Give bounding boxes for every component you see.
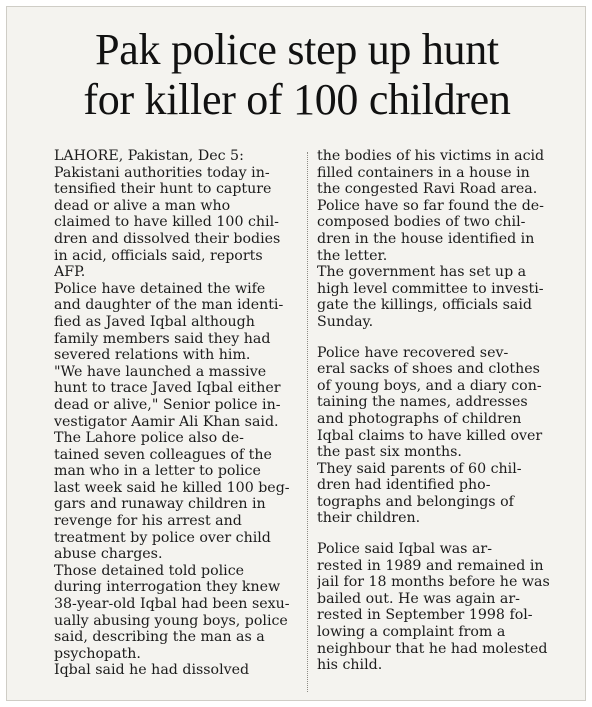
article-text-line: psychopath. xyxy=(54,645,141,662)
article-text-line: tained seven colleagues of the xyxy=(54,446,272,463)
article-text-line: the congested Ravi Road area. xyxy=(317,181,538,198)
article-text-line: the bodies of his victims in acid xyxy=(317,148,545,164)
article-text-line: dren in the house identified in xyxy=(317,230,535,247)
article-text-line: treatment by police over child xyxy=(54,529,271,546)
article-text-line: composed bodies of two chil- xyxy=(317,214,526,231)
newspaper-clipping xyxy=(6,6,586,701)
article-text-line: of young boys, and a diary con- xyxy=(317,377,542,394)
article-text-line: lowing a complaint from a xyxy=(317,624,506,641)
article-text-line: bailed out. He was again ar- xyxy=(317,590,520,607)
article-text-line: dren and dissolved their bodies xyxy=(54,230,281,247)
article-text-line: said, describing the man as a xyxy=(54,629,265,646)
article-text-line: dren had identified pho- xyxy=(317,477,491,494)
article-text-line: Police have detained the wife xyxy=(54,280,266,297)
article-text-line: AFP. xyxy=(54,264,86,281)
article-text-line: 38-year-old Iqbal had been sexu- xyxy=(54,596,290,613)
article-text-line: Pakistani authorities today in- xyxy=(54,164,270,181)
article-text-line: taining the names, addresses xyxy=(317,394,528,411)
article-text-line: in acid, officials said, reports xyxy=(54,247,263,264)
article-text-line: tensified their hunt to capture xyxy=(54,181,272,198)
article-text-line: eral sacks of shoes and clothes xyxy=(317,361,540,378)
headline xyxy=(7,25,587,125)
article-text-line: last week said he killed 100 beg- xyxy=(54,479,290,496)
paragraph-gap xyxy=(317,331,589,345)
article-text-line: Police said Iqbal was ar- xyxy=(317,541,493,558)
article-text-line: Those detained told police xyxy=(54,562,245,579)
article-text-line: gate the killings, officials said xyxy=(317,297,532,314)
article-text-line: their children. xyxy=(317,510,421,527)
article-text-line: vestigator Aamir Ali Khan said. xyxy=(54,413,279,430)
article-text-line: The Lahore police also de- xyxy=(54,430,244,447)
article-text-line: the past six months. xyxy=(317,444,462,461)
article-text-line: and daughter of the man identi- xyxy=(54,297,284,314)
headline-line-2: for killer of 100 children xyxy=(83,75,511,124)
article-text-line: fied as Javed Iqbal although xyxy=(54,313,255,330)
article-text-line: Police have recovered sev- xyxy=(317,344,509,361)
article-text-line: revenge for his arrest and xyxy=(54,513,242,530)
article-text-line: claimed to have killed 100 chil- xyxy=(54,214,279,231)
article-text-line: They said parents of 60 chil- xyxy=(317,460,522,477)
article-text-line: gars and runaway children in xyxy=(54,496,266,513)
article-text-line: the letter. xyxy=(317,247,388,264)
article-text-line: abuse charges. xyxy=(54,546,163,563)
article-text-line: tographs and belongings of xyxy=(317,493,514,510)
article-column-left xyxy=(54,148,324,679)
article-text-line: his child. xyxy=(317,657,383,674)
article-text-line: Police have so far found the de- xyxy=(317,197,544,214)
article-text-line: and photographs of children xyxy=(317,410,522,427)
article-text-line: filled containers in a house in xyxy=(317,164,530,181)
article-text-line: during interrogation they knew xyxy=(54,579,281,596)
column-divider xyxy=(307,152,308,692)
article-text-line: ually abusing young boys, police xyxy=(54,612,288,629)
article-text-line: dead or alive a man who xyxy=(54,197,231,214)
article-text-line: Iqbal claims to have killed over xyxy=(317,427,543,444)
article-text-line: high level committee to investi- xyxy=(317,280,544,297)
article-text-line: severed relations with him. xyxy=(54,347,251,364)
article-text-line: dead or alive," Senior police in- xyxy=(54,396,281,413)
article-text-line: man who in a letter to police xyxy=(54,463,261,480)
article-text-line: "We have launched a massive xyxy=(54,363,267,380)
article-text-line: family members said they had xyxy=(54,330,271,347)
article-text-line: Iqbal said he had dissolved xyxy=(54,662,250,679)
article-text-line: The government has set up a xyxy=(317,264,527,281)
article-column-right xyxy=(317,148,589,674)
headline-line-1: Pak police step up hunt xyxy=(95,25,499,74)
paragraph-gap xyxy=(317,527,589,541)
article-text-line: rested in September 1998 fol- xyxy=(317,607,533,624)
article-text-line: LAHORE, Pakistan, Dec 5: xyxy=(54,148,244,164)
article-text-line: hunt to trace Javed Iqbal either xyxy=(54,380,281,397)
article-text-line: jail for 18 months before he was xyxy=(317,574,550,591)
article-text-line: Sunday. xyxy=(317,313,374,330)
article-text-line: rested in 1989 and remained in xyxy=(317,557,544,574)
article-text-line: neighbour that he had molested xyxy=(317,640,548,657)
